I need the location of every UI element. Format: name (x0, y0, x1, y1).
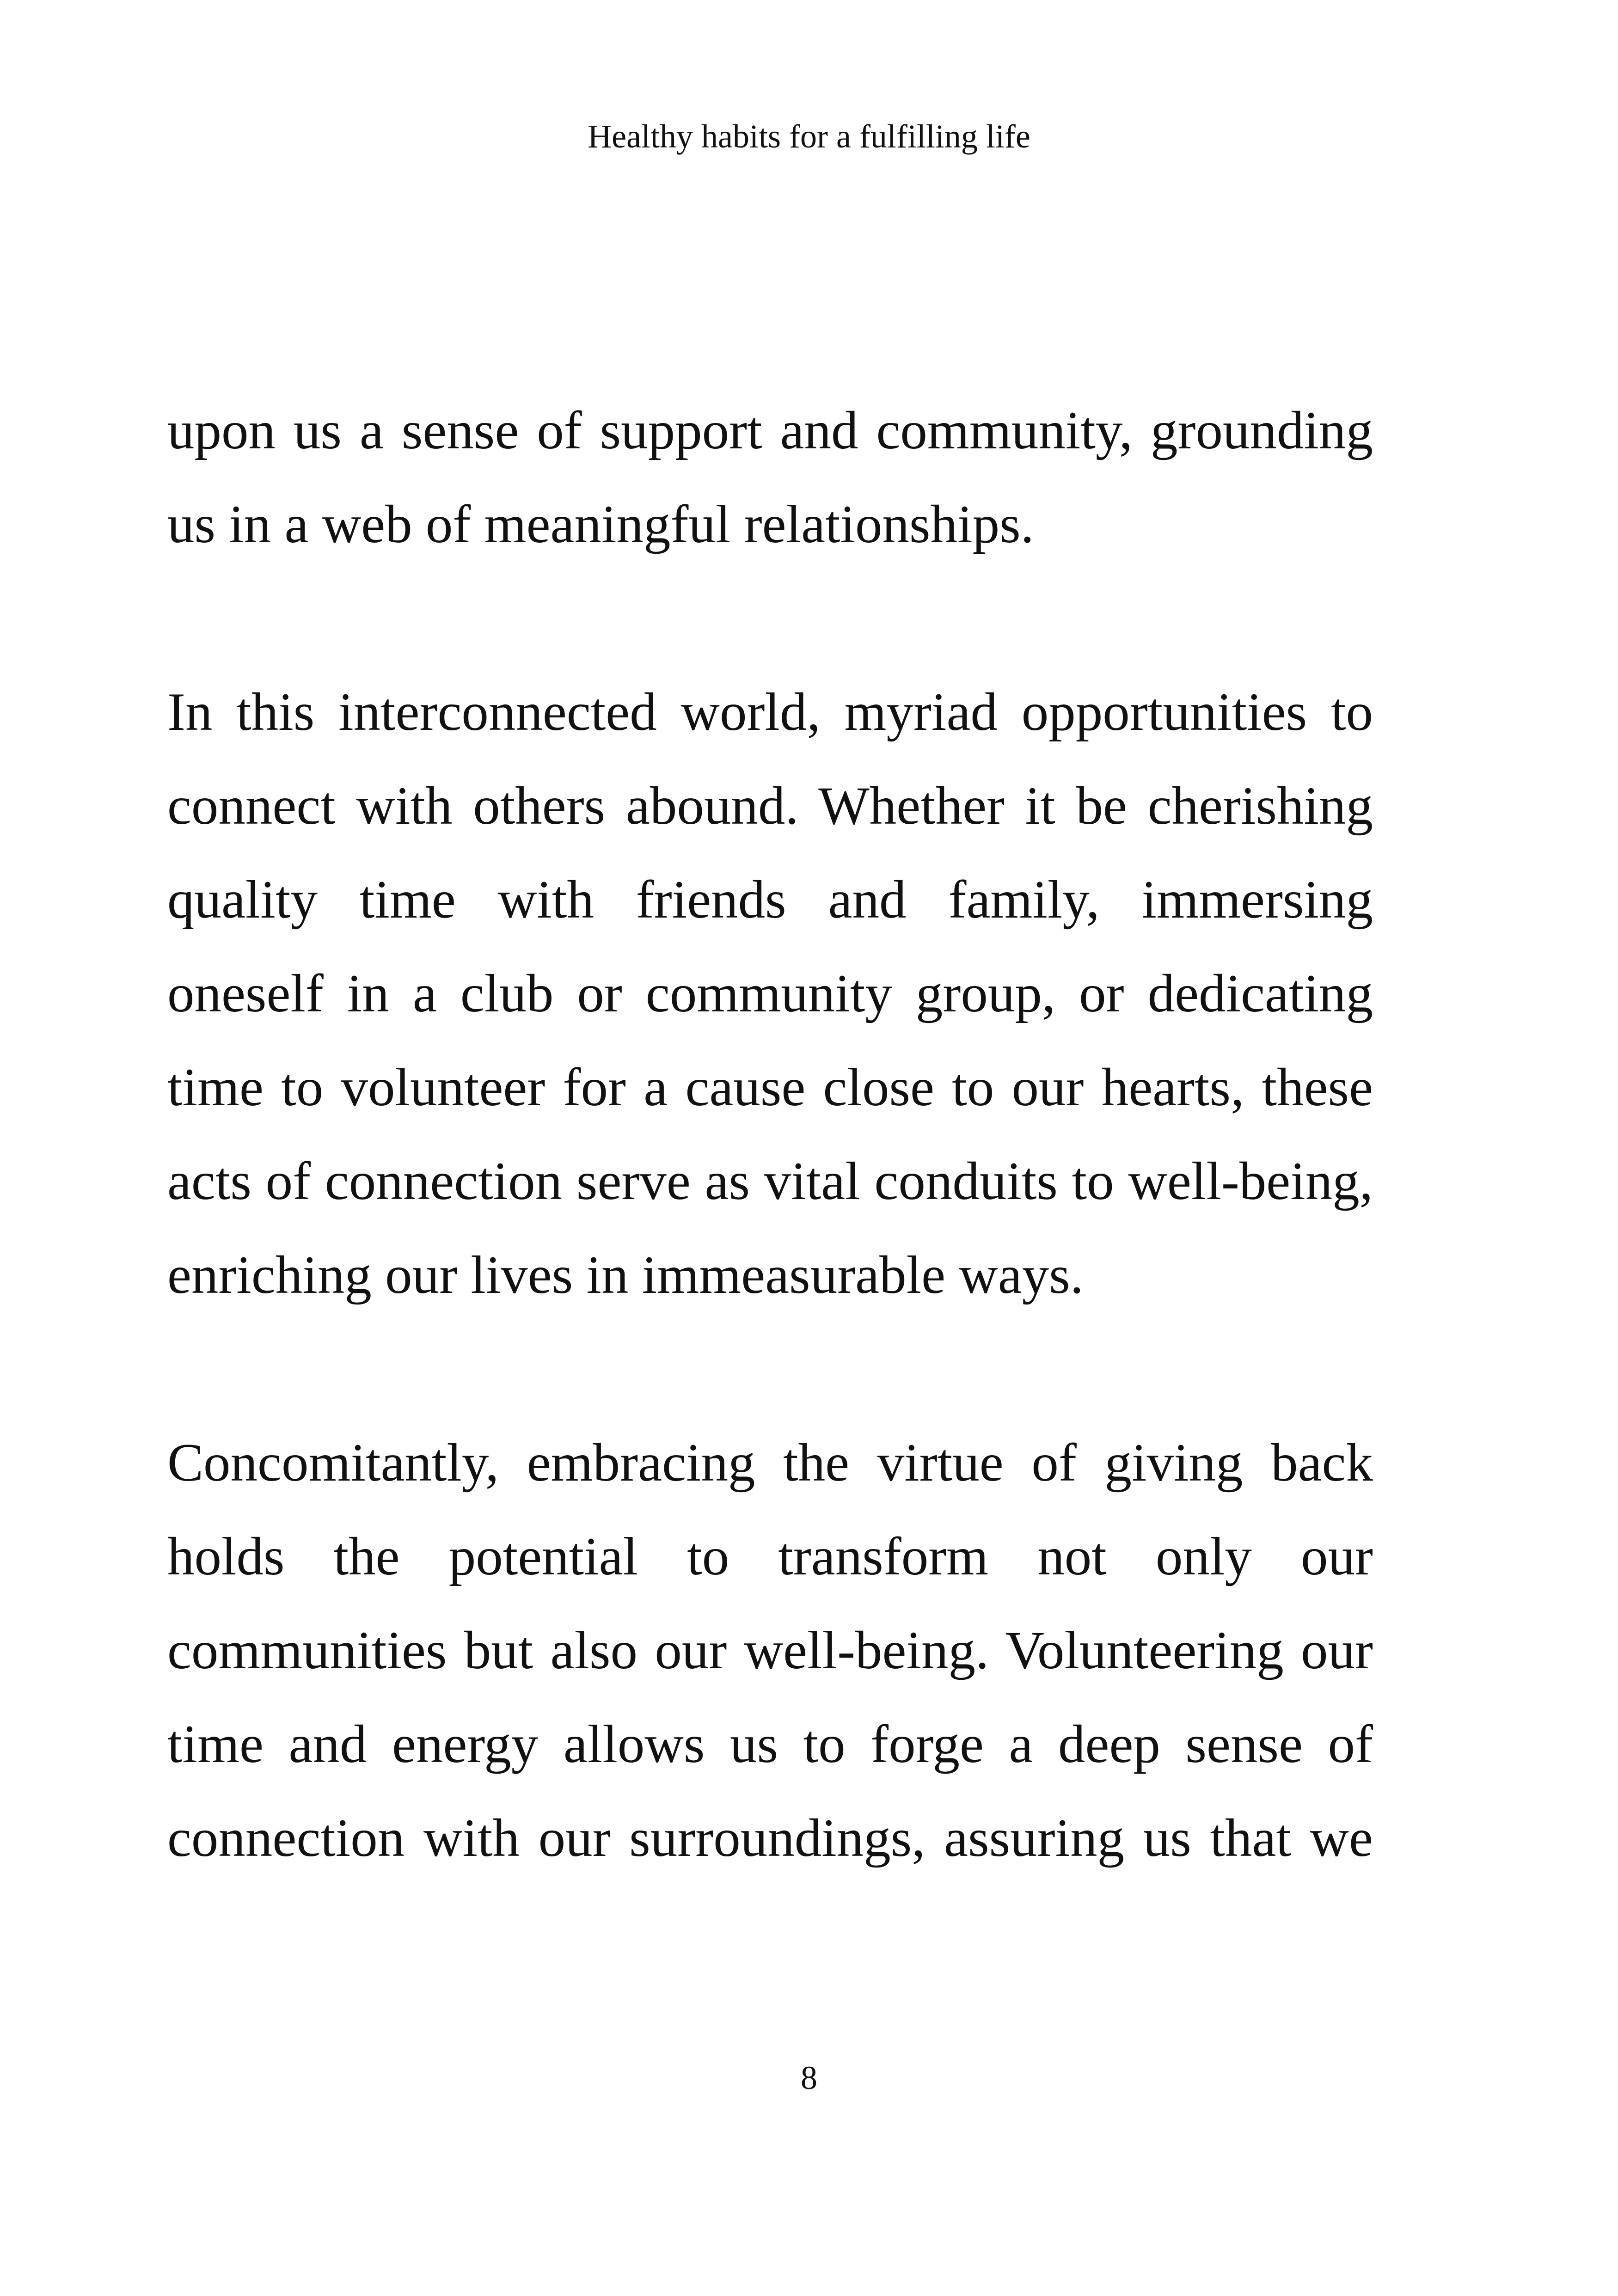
text-line: time and energy allows us to forge a deep sense of (167, 1714, 1373, 1774)
text-line: us in a web of meaningful relationships. (167, 495, 1034, 554)
text-line: quality time with friends and family, immersing (167, 870, 1373, 930)
text-line: holds the potential to transform not only our (167, 1527, 1373, 1586)
page-number: 8 (801, 2059, 817, 2096)
paragraph-1 (167, 384, 1373, 571)
text-line: oneself in a club or community group, or dedicating (167, 964, 1373, 1023)
text-line: Concomitantly, embracing the virtue of giving back (167, 1433, 1373, 1493)
text-line: connect with others abound. Whether it be cherishing (167, 776, 1373, 836)
text-line: enriching our lives in immeasurable ways. (167, 1245, 1084, 1305)
paragraph-3 (167, 1416, 1373, 1885)
text-line: communities but also our well-being. Volunteering our (167, 1621, 1373, 1680)
text-line: acts of connection serve as vital conduits to well-being, (167, 1151, 1373, 1211)
running-header: Healthy habits for a fulfilling life (588, 118, 1030, 155)
body-text (167, 384, 1373, 1885)
text-line: upon us a sense of support and community, grounding (167, 401, 1373, 460)
paragraph-2 (167, 665, 1373, 1322)
text-line: In this interconnected world, myriad opportunities to (167, 682, 1373, 742)
paragraph-gap (167, 571, 1373, 665)
text-line: time to volunteer for a cause close to our hearts, these (167, 1058, 1373, 1117)
text-line: connection with our surroundings, assuring us that we (167, 1808, 1373, 1868)
paragraph-gap (167, 1322, 1373, 1416)
